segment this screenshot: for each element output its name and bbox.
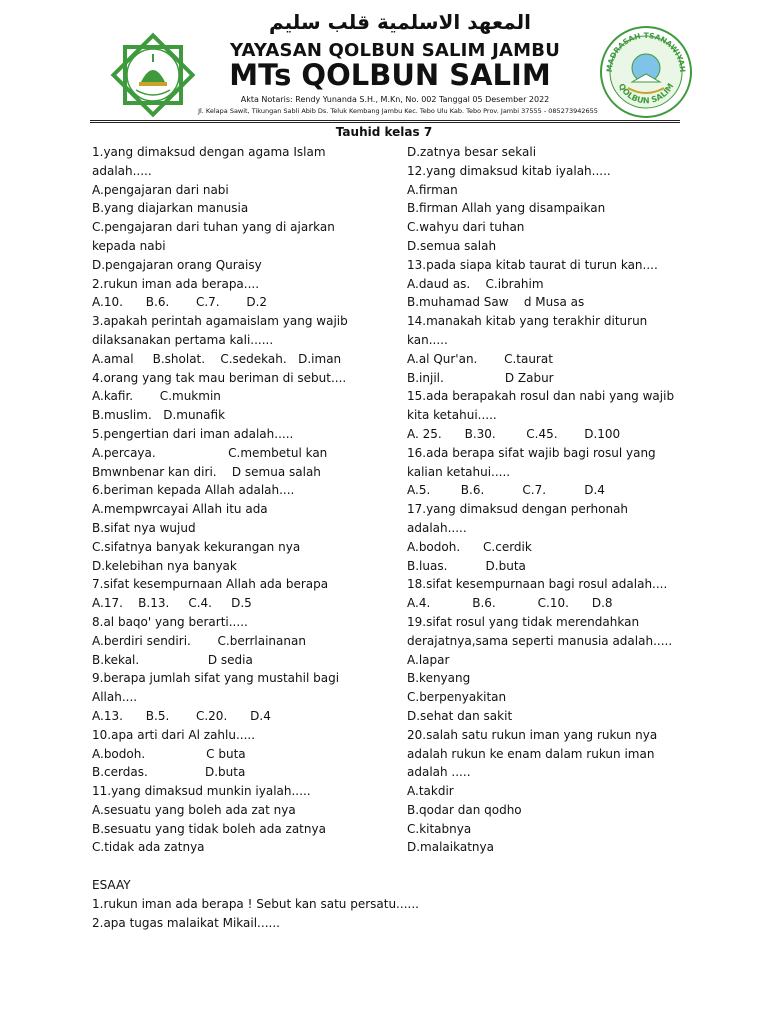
letterhead xyxy=(0,0,768,125)
question-line: 8.al baqo' yang berarti..... xyxy=(92,614,248,629)
question-line: B.qodar dan qodho xyxy=(407,802,522,817)
page-title: Tauhid kelas 7 xyxy=(335,125,433,139)
question-line: A.sesuatu yang boleh ada zat nya xyxy=(92,802,296,817)
question-line: 14.manakah kitab yang terakhir diturun xyxy=(407,314,648,329)
essay-question: 1.rukun iman ada berapa ! Sebut kan satu persatu...... xyxy=(92,896,419,911)
question-line: B.kekal. D sedia xyxy=(92,652,253,667)
question-line: kalian ketahui..... xyxy=(407,464,511,479)
question-line: dilaksanakan pertama kali...... xyxy=(92,332,274,347)
question-line: 1.yang dimaksud dengan agama Islam xyxy=(92,145,326,159)
question-line: B.muslim. D.munafik xyxy=(92,408,226,423)
foundation-name: YAYASAN QOLBUN SALIM JAMBU xyxy=(229,40,561,61)
school-name: MTs QOLBUN SALIM xyxy=(229,58,551,92)
question-line: 2.rukun iman ada berapa.... xyxy=(92,276,260,291)
question-line: 20.salah satu rukun iman yang rukun nya xyxy=(407,727,658,742)
question-line: adalah ..... xyxy=(407,765,471,780)
logo-bottom-text: QOLBUN SALIM xyxy=(616,81,676,106)
question-line: C.berpenyakitan xyxy=(407,690,507,705)
question-line: A.17. B.13. C.4. D.5 xyxy=(92,596,252,611)
question-line: A.13. B.5. C.20. D.4 xyxy=(92,708,271,723)
question-line: 6.beriman kepada Allah adalah.... xyxy=(92,483,295,498)
question-line: 7.sifat kesempurnaan Allah ada berapa xyxy=(92,577,329,592)
question-line: D.pengajaran orang Quraisy xyxy=(92,257,262,272)
question-line: 13.pada siapa kitab taurat di turun kan.... xyxy=(407,257,658,272)
question-line: A.lapar xyxy=(407,652,450,667)
question-line: Allah.... xyxy=(92,690,138,705)
right-question-column xyxy=(407,143,697,857)
question-line: 16.ada berapa sifat wajib bagi rosul yang xyxy=(407,445,656,460)
question-line: 10.apa arti dari Al zahlu..... xyxy=(92,727,256,742)
question-line: C.wahyu dari tuhan xyxy=(407,220,525,235)
question-line: C.kitabnya xyxy=(407,821,472,836)
question-line: A.pengajaran dari nabi xyxy=(92,182,229,197)
question-line: D.sehat dan sakit xyxy=(407,708,513,723)
question-line: 19.sifat rosul yang tidak merendahkan xyxy=(407,614,640,629)
header-rule-thin xyxy=(90,122,680,123)
question-line: adalah..... xyxy=(407,520,467,535)
question-line: B.luas. D.buta xyxy=(407,558,526,573)
question-line: kita ketahui..... xyxy=(407,408,497,423)
question-line: 3.apakah perintah agamaislam yang wajib xyxy=(92,314,348,329)
logo-top-text: MADRASAH TSANAWIYAH xyxy=(604,30,688,73)
question-line: A.amal B.sholat. C.sedekah. D.iman xyxy=(92,351,342,366)
question-line: A. 25. B.30. C.45. D.100 xyxy=(407,426,621,441)
header-rule-thick xyxy=(90,120,680,121)
question-line: B.firman Allah yang disampaikan xyxy=(407,201,606,216)
question-line: adalah rukun ke enam dalam rukun iman xyxy=(407,746,655,761)
question-line: kan..... xyxy=(407,332,448,347)
question-line: A.takdir xyxy=(407,784,454,799)
question-line: A.mempwrcayai Allah itu ada xyxy=(92,502,268,517)
question-line: D.kelebihan nya banyak xyxy=(92,558,237,573)
question-line: A.berdiri sendiri. C.berrlainanan xyxy=(92,633,306,648)
question-line: A.4. B.6. C.10. D.8 xyxy=(407,596,613,611)
essay-heading: ESAAY xyxy=(92,878,131,892)
left-question-column xyxy=(92,143,392,857)
question-line: A.al Qur'an. C.taurat xyxy=(407,351,553,366)
question-line: adalah..... xyxy=(92,163,152,178)
arabic-school-name: المعهد الاسلمية قلب سليم xyxy=(268,10,532,34)
question-line: A.10. B.6. C.7. D.2 xyxy=(92,295,268,310)
question-line: B.injil. D Zabur xyxy=(407,370,554,385)
question-line: 4.orang yang tak mau beriman di sebut.... xyxy=(92,370,347,385)
question-line: D.malaikatnya xyxy=(407,840,494,855)
question-line: C.sifatnya banyak kekurangan nya xyxy=(92,539,301,554)
question-line: B.sesuatu yang tidak boleh ada zatnya xyxy=(92,821,326,836)
question-line: C.pengajaran dari tuhan yang di ajarkan xyxy=(92,220,335,235)
question-line: C.tidak ada zatnya xyxy=(92,840,205,855)
question-line: 9.berapa jumlah sifat yang mustahil bagi xyxy=(92,671,340,686)
question-line: 18.sifat kesempurnaan bagi rosul adalah.... xyxy=(407,577,668,592)
question-line: kepada nabi xyxy=(92,238,166,253)
question-line: B.sifat nya wujud xyxy=(92,520,196,535)
notary-line: Akta Notaris: Rendy Yunanda S.H., M.Kn, No. 002 Tanggal 05 Desember 2022 xyxy=(240,95,550,104)
question-line: 15.ada berapakah rosul dan nabi yang wajib xyxy=(407,389,675,404)
question-line: A.daud as. C.ibrahim xyxy=(407,276,544,291)
question-line: A.bodoh. C.cerdik xyxy=(407,539,532,554)
question-line: B.kenyang xyxy=(407,671,471,686)
question-line: A.5. B.6. C.7. D.4 xyxy=(407,483,605,498)
question-line: Bmwnbenar kan diri. D semua salah xyxy=(92,464,321,479)
question-line: A.kafir. C.mukmin xyxy=(92,389,221,404)
question-line: A.firman xyxy=(407,182,458,197)
question-line: 5.pengertian dari iman adalah..... xyxy=(92,426,294,441)
question-line: 17.yang dimaksud dengan perhonah xyxy=(407,502,629,517)
essay-question: 2.apa tugas malaikat Mikail...... xyxy=(92,915,280,930)
question-line: A.bodoh. C buta xyxy=(92,746,246,761)
question-line: D.zatnya besar sekali xyxy=(407,145,537,159)
question-line: A.percaya. C.membetul kan xyxy=(92,445,328,460)
question-line: D.semua salah xyxy=(407,238,497,253)
question-line: derajatnya,sama seperti manusia adalah..... xyxy=(407,633,673,648)
address-line: Jl. Kelapa Sawit, Tikungan Sabli Abib Ds. Teluk Kembang Jambu Kec. Tebo Ulu Kab. Tebo Prov. Jambi 37555 - 085273942655 xyxy=(198,107,598,115)
question-line: 11.yang dimaksud munkin iyalah..... xyxy=(92,784,311,799)
madrasah-logo xyxy=(598,24,694,120)
question-line: B.muhamad Saw d Musa as xyxy=(407,295,585,310)
essay-section xyxy=(92,876,692,932)
question-line: 12.yang dimaksud kitab iyalah..... xyxy=(407,163,611,178)
question-line: B.yang diajarkan manusia xyxy=(92,201,249,216)
question-line: B.cerdas. D.buta xyxy=(92,765,246,780)
